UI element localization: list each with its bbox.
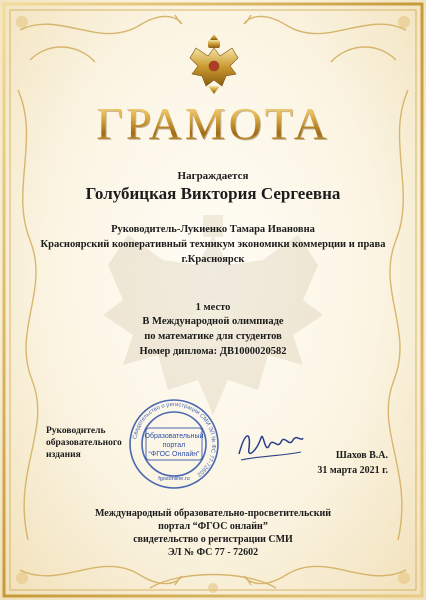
footer-line4: ЭЛ № ФС 77 - 72602: [167, 547, 259, 558]
footer-line2: портал “ФГОС онлайн”: [158, 521, 268, 532]
stamp-bottom-text: fgosonline.ru: [158, 476, 190, 482]
title-text: ГРАМОТА: [96, 98, 330, 149]
place-line: 1 место: [195, 302, 231, 313]
footer-line1: Международный образовательно-просветительский: [95, 508, 331, 519]
olympiad-line: В Международной олимпиаде: [142, 316, 284, 327]
coat-of-arms-emblem: [188, 30, 240, 96]
organization-line: Красноярский кооперативный техникум экономики коммерции и права: [40, 239, 386, 250]
stamp-center-line1: Образовательный: [144, 433, 204, 440]
footer-line3: свидетельство о регистрации СМИ: [133, 534, 293, 545]
stamp-center-line3: “ФГОС Онлайн”: [148, 451, 200, 458]
awarded-label: Награждается: [177, 170, 249, 182]
signer-name: Шахов В.А.: [335, 450, 388, 461]
issue-date: 31 марта 2021 г.: [317, 465, 388, 476]
subject-line: по математике для студентов: [144, 331, 282, 342]
city-line: г.Красноярск: [181, 254, 245, 265]
publisher-head-label: Руководитель образовательного издания: [46, 426, 122, 460]
certificate-title: [0, 96, 426, 152]
stamp-ring-text: Свидетельство о регистрации СМИ ЭЛ № ФС 77-72602: [132, 401, 217, 478]
recipient-name: Голубицкая Виктория Сергеевна: [85, 184, 341, 203]
stamp-center-line2: портал: [162, 442, 186, 449]
supervisor-line: Руководитель-Лукиенко Тамара Ивановна: [111, 224, 315, 235]
official-stamp: [128, 398, 220, 490]
diploma-number: Номер диплома: ДВ1000020582: [139, 346, 287, 357]
